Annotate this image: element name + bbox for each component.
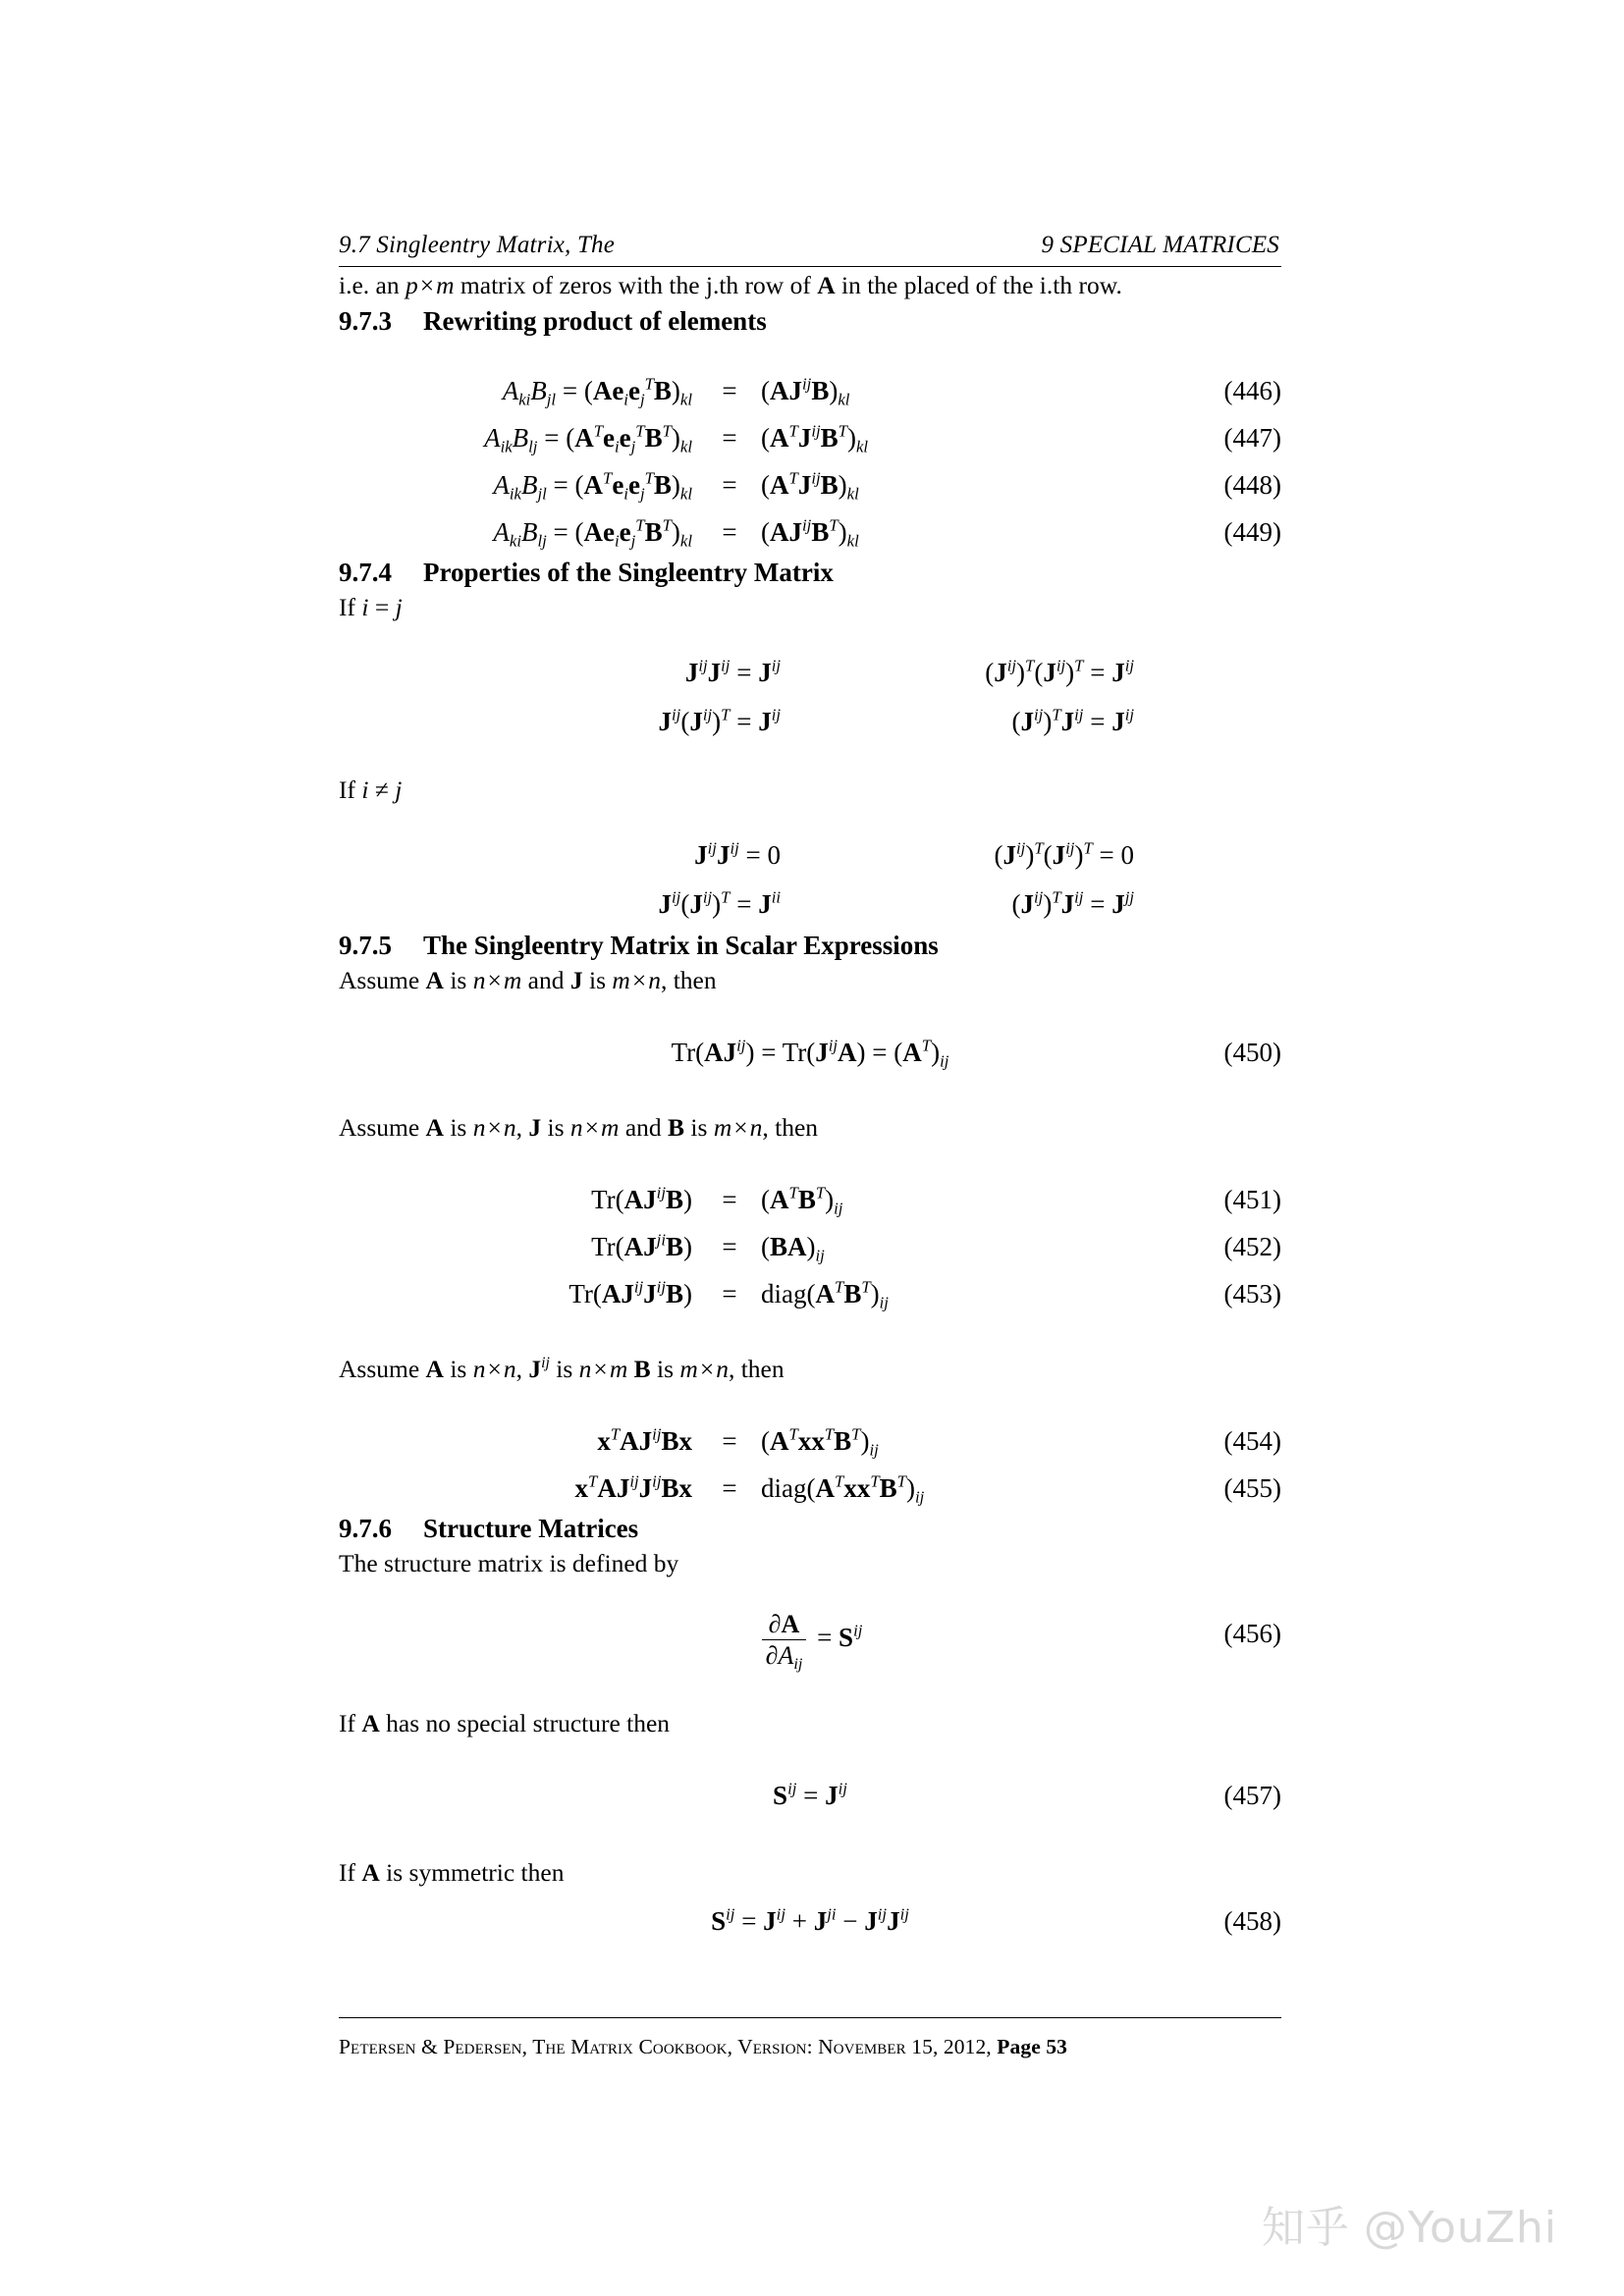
equation-450 <box>339 1029 1281 1076</box>
equation-relation: = <box>722 517 737 547</box>
section-title: The Singleentry Matrix in Scalar Expressions <box>423 931 939 960</box>
equation-lhs: $x^TAJ^{ij}Bx$ <box>597 1424 692 1456</box>
equation-group-451-453 <box>339 1176 1281 1317</box>
equation-456 <box>339 1610 1281 1674</box>
section-title: Properties of the Singleentry Matrix <box>423 558 834 587</box>
equation-rhs: $(AJ^{ij}B^T)_{kl}$ <box>761 515 859 551</box>
equation-453 <box>339 1270 1281 1317</box>
property-row <box>339 697 1281 746</box>
section-title: Rewriting product of elements <box>423 306 767 336</box>
footer-authors: Petersen & Pedersen, <box>339 2035 528 2058</box>
equation-tag: (455) <box>1223 1473 1281 1503</box>
no-special-structure-text: If A has no special structure then <box>339 1709 671 1738</box>
equation-lhs: $Tr(AJ^{ij}B)$ <box>591 1183 692 1214</box>
property-left: $J^{ij}(J^{ij})^T = J^{ii}$ <box>658 887 781 919</box>
zhihu-logo-text: 知乎 <box>1261 2203 1350 2253</box>
equation-446 <box>339 367 1281 414</box>
equation-group-454-455 <box>339 1417 1281 1512</box>
equation-454 <box>339 1417 1281 1465</box>
fraction-denominator: $\partial A_{ij}$ <box>762 1639 807 1670</box>
equation-body: $Tr(AJ^{ij}) = Tr(J^{ij}A) = (A^T)_{ij}$ <box>671 1036 949 1071</box>
equation-tag: (452) <box>1223 1232 1281 1261</box>
equation-relation: = <box>722 470 737 500</box>
property-left: $J^{ij}J^{ij} = 0$ <box>694 838 781 870</box>
equation-tag: (458) <box>1223 1906 1281 1937</box>
running-head-right: 9 SPECIAL MATRICES <box>1041 232 1279 258</box>
equation-448 <box>339 461 1281 508</box>
footer-title: The Matrix Cookbook, <box>532 2035 733 2058</box>
property-left: $J^{ij}(J^{ij})^T = J^{ij}$ <box>658 705 781 736</box>
equation-tag: (449) <box>1223 517 1281 547</box>
property-right: $(J^{ij})^TJ^{ij} = J^{ij}$ <box>1011 705 1134 736</box>
property-left: $J^{ij}J^{ij} = J^{ij}$ <box>684 656 781 687</box>
section-number: 9.7.6 <box>339 1514 392 1543</box>
equation-body: $S^{ij} = J^{ij} + J^{ji} - J^{ij}J^{ij}$ <box>711 1904 909 1937</box>
equation-rhs: $diag(A^Txx^TB^T)_{ij}$ <box>761 1471 925 1507</box>
assume-statement-1: Assume A is n×m and J is m×n, then <box>339 966 717 994</box>
equation-tag: (451) <box>1223 1185 1281 1214</box>
equation-rhs: $(AJ^{ij}B)_{kl}$ <box>761 374 850 409</box>
footer-rule <box>339 2017 1281 2018</box>
equation-tag: (453) <box>1223 1279 1281 1308</box>
equation-tag: (448) <box>1223 470 1281 500</box>
equation-lhs: $Tr(AJ^{ji}B)$ <box>591 1230 692 1261</box>
equation-tag: (456) <box>1223 1619 1281 1648</box>
running-head-left: 9.7 Singleentry Matrix, The <box>339 232 616 258</box>
symmetric-text: If A is symmetric then <box>339 1858 565 1888</box>
assume-statement-3: Assume A is n×n, $J^{ij}$ is n×m B is m×n, then <box>339 1355 785 1383</box>
property-right: $(J^{ij})^TJ^{ij} = J^{jj}$ <box>1011 887 1134 919</box>
equation-relation: = <box>722 1473 737 1503</box>
equation-lhs: $Tr(AJ^{ij}J^{ij}B)$ <box>568 1277 692 1308</box>
equation-rhs: $diag(A^TB^T)_{ij}$ <box>761 1277 889 1312</box>
assume-statement-2: Assume A is n×n, J is n×m and B is m×n, then <box>339 1113 819 1142</box>
partial-derivative-fraction <box>762 1610 807 1674</box>
section-title: Structure Matrices <box>423 1514 639 1543</box>
section-number: 9.7.3 <box>339 306 392 336</box>
equation-455 <box>339 1465 1281 1512</box>
equation-452 <box>339 1223 1281 1270</box>
equation-relation: = <box>722 1279 737 1308</box>
page-content <box>339 232 1281 1945</box>
footer-text <box>339 2035 1281 2059</box>
section-number: 9.7.5 <box>339 931 392 960</box>
condition-i-not-equals-j: If i ≠ j <box>339 775 403 804</box>
equation-tag: (446) <box>1223 376 1281 405</box>
equation-rhs: $(A^Txx^TB^T)_{ij}$ <box>761 1424 879 1460</box>
watermark <box>1262 2192 1557 2255</box>
watermark-handle: @YouZhi <box>1363 2203 1557 2253</box>
section-heading-9-7-4 <box>339 556 1281 589</box>
equation-447 <box>339 414 1281 461</box>
footer-page: Page 53 <box>997 2035 1068 2058</box>
equation-relation: = <box>722 1426 737 1456</box>
footer-version: Version: November 15, 2012, <box>737 2035 992 2058</box>
section-heading-9-7-5 <box>339 929 1281 962</box>
property-row <box>339 830 1281 880</box>
equation-tag: (450) <box>1223 1038 1281 1067</box>
equation-body: $S^{ij} = J^{ij}$ <box>773 1779 847 1811</box>
structure-definition-text: The structure matrix is defined by <box>339 1549 679 1577</box>
running-head <box>339 232 1281 259</box>
equation-rhs: $(A^TJ^{ij}B^T)_{kl}$ <box>761 421 869 456</box>
equation-relation: = <box>722 1232 737 1261</box>
equation-449 <box>339 508 1281 556</box>
equation-tag: (457) <box>1223 1781 1281 1811</box>
equation-458 <box>339 1897 1281 1945</box>
property-row <box>339 880 1281 929</box>
equation-451 <box>339 1176 1281 1223</box>
section-number: 9.7.4 <box>339 558 392 587</box>
properties-group-i-not-equals-j <box>339 830 1281 929</box>
equation-relation: = <box>722 376 737 405</box>
section-heading-9-7-6 <box>339 1512 1281 1545</box>
equation-lhs: $A_{ik}B_{lj} = (A^Te_ie_j^TB^T)_{kl}$ <box>484 421 692 456</box>
page-footer <box>339 2017 1281 2059</box>
equation-body: $\frac{\partial A}{\partial A_{ij}}$ = $S^{ij}$ <box>758 1610 863 1670</box>
section-heading-9-7-3 <box>339 304 1281 338</box>
properties-group-i-equals-j <box>339 648 1281 746</box>
equation-lhs: $x^TAJ^{ij}J^{ij}Bx$ <box>574 1471 692 1503</box>
equation-457 <box>339 1772 1281 1819</box>
equation-group-446-449 <box>339 367 1281 556</box>
equation-relation: = <box>722 1185 737 1214</box>
fraction-numerator: ∂A <box>768 1610 800 1638</box>
property-right: $(J^{ij})^T(J^{ij})^T = J^{ij}$ <box>985 656 1134 687</box>
condition-i-equals-j: If i = j <box>339 593 403 621</box>
equation-rhs: $(BA)_{ij}$ <box>761 1232 825 1265</box>
equation-lhs: $A_{ki}B_{jl} = (Ae_ie_j^TB)_{kl}$ <box>502 374 692 409</box>
equation-lhs: $A_{ik}B_{jl} = (A^Te_ie_j^TB)_{kl}$ <box>493 468 692 504</box>
equation-tag: (447) <box>1223 423 1281 453</box>
equation-rhs: $(A^TB^T)_{ij}$ <box>761 1183 843 1218</box>
equation-lhs: $A_{ki}B_{lj} = (Ae_ie_j^TB^T)_{kl}$ <box>493 515 692 551</box>
intro-paragraph: i.e. an p×m matrix of zeros with the j.th row of A in the placed of the i.th row. <box>339 271 1122 299</box>
equation-rhs: $(A^TJ^{ij}B)_{kl}$ <box>761 468 859 504</box>
equation-relation: = <box>722 423 737 453</box>
property-right: $(J^{ij})^T(J^{ij})^T = 0$ <box>994 838 1134 870</box>
property-row <box>339 648 1281 697</box>
equation-tag: (454) <box>1223 1426 1281 1456</box>
